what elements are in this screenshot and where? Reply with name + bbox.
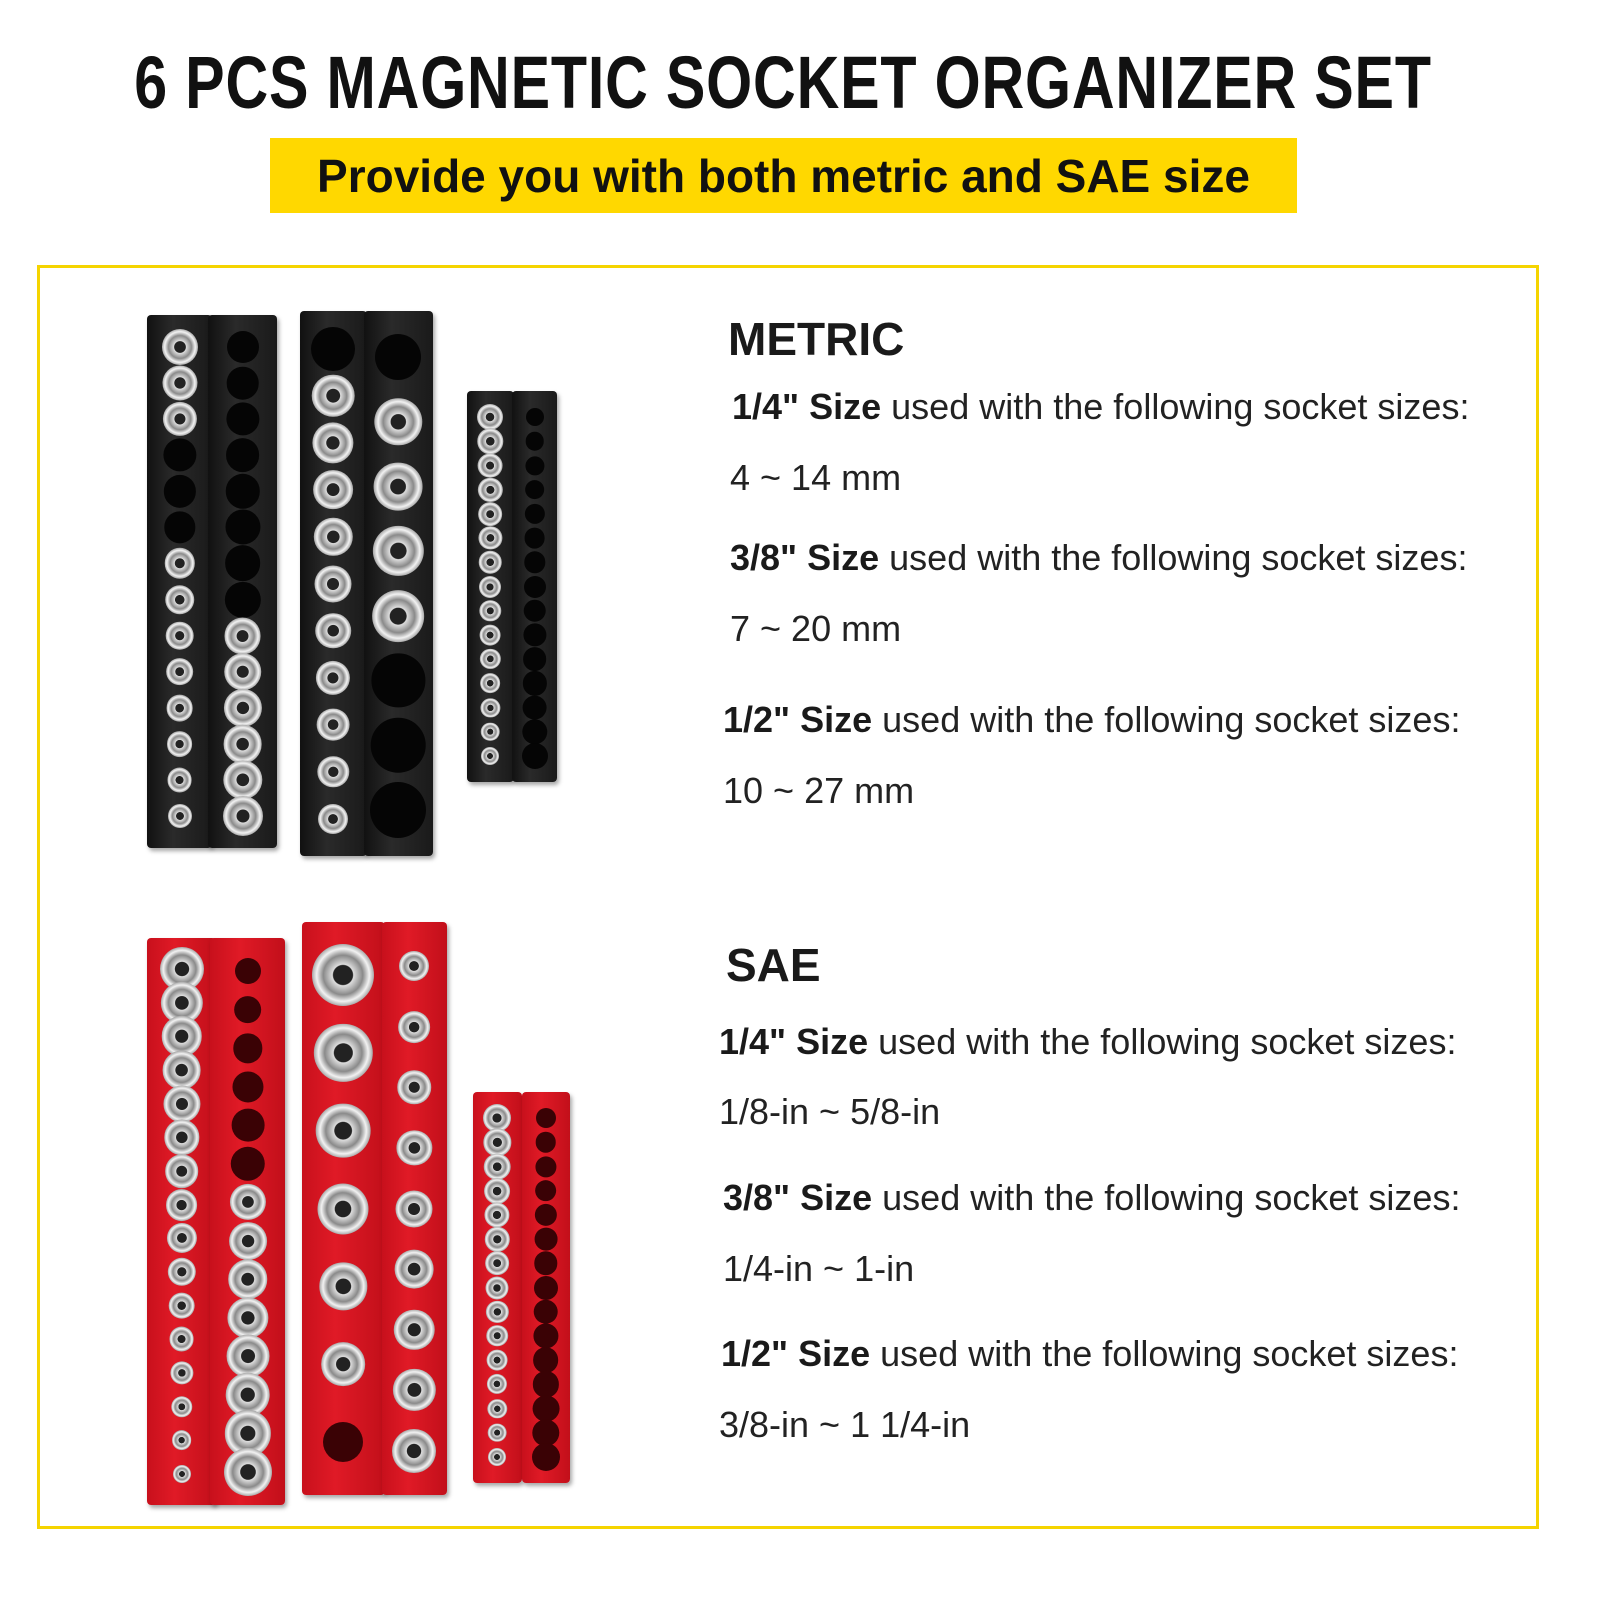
empty-socket-slot (232, 1071, 263, 1102)
sae-3-8-rail (147, 938, 285, 1505)
empty-socket-slot (526, 408, 544, 426)
socket (486, 1325, 508, 1347)
row-desc: used with the following socket sizes: (870, 1333, 1459, 1374)
empty-socket-slot (534, 1228, 557, 1251)
socket (169, 1327, 194, 1352)
socket (226, 1335, 269, 1378)
empty-socket-slot (225, 510, 260, 545)
socket (166, 658, 194, 686)
page-title: 6 PCS MAGNETIC SOCKET ORGANIZER SET (134, 41, 1432, 124)
socket (165, 621, 194, 650)
empty-socket-slot (227, 331, 259, 363)
socket (163, 1085, 200, 1122)
empty-socket-slot (323, 1422, 363, 1462)
empty-socket-slot (375, 334, 421, 380)
socket (479, 502, 503, 526)
empty-socket-slot (523, 599, 546, 622)
socket (484, 1153, 511, 1180)
socket (229, 1222, 267, 1260)
row-desc: used with the following socket sizes: (872, 699, 1461, 740)
socket (223, 724, 262, 763)
empty-socket-slot (536, 1108, 556, 1128)
socket (478, 453, 503, 478)
socket (166, 1189, 198, 1221)
metric-row-2-range: 7 ~ 20 mm (730, 608, 902, 649)
row-desc: used with the following socket sizes: (872, 1177, 1461, 1218)
empty-socket-slot (525, 432, 544, 451)
socket (477, 404, 503, 430)
socket (399, 951, 429, 981)
socket (486, 1276, 509, 1299)
sae-row-1-label (719, 1021, 1456, 1063)
empty-socket-slot (533, 1347, 559, 1373)
empty-socket-slot (231, 1109, 264, 1142)
empty-socket-slot (522, 743, 548, 769)
empty-socket-slot (371, 718, 426, 773)
sae-1-2-rail (302, 922, 447, 1495)
socket (228, 1259, 268, 1299)
metric-heading: METRIC (728, 313, 905, 365)
socket (165, 585, 195, 615)
metric-row-3-label (723, 699, 1460, 741)
socket (230, 1184, 266, 1220)
sae-row-3-label (721, 1333, 1458, 1375)
socket (313, 470, 353, 510)
socket (399, 1011, 431, 1043)
metric-1-2-rail (300, 311, 433, 856)
metric-row-1-label (732, 386, 1469, 428)
socket (484, 1178, 510, 1204)
socket (224, 617, 261, 654)
drive-size: 3/8" Size (730, 537, 880, 578)
drive-size: 3/8" Size (723, 1177, 873, 1218)
socket (396, 1190, 433, 1227)
socket (488, 1448, 506, 1466)
socket (165, 1154, 199, 1188)
socket (223, 796, 263, 836)
socket (223, 689, 261, 727)
socket (488, 1423, 507, 1442)
socket (168, 804, 192, 828)
socket (224, 653, 262, 691)
sae-1-4-rail (473, 1092, 570, 1483)
socket (312, 374, 355, 417)
empty-socket-slot (524, 528, 545, 549)
socket (321, 1342, 365, 1386)
socket (318, 1183, 369, 1234)
subtitle-banner: Provide you with both metric and SAE size (270, 138, 1297, 213)
metric-row-3-range: 10 ~ 27 mm (723, 770, 915, 811)
socket (167, 731, 193, 757)
empty-socket-slot (532, 1443, 560, 1471)
socket (316, 1103, 371, 1158)
socket (481, 747, 499, 765)
metric-1-4-rail (467, 391, 557, 782)
empty-socket-slot (532, 1395, 559, 1422)
drive-size: 1/4" Size (732, 386, 882, 427)
socket (162, 1051, 201, 1090)
empty-socket-slot (524, 576, 546, 598)
row-desc: used with the following socket sizes: (879, 537, 1468, 578)
socket (481, 722, 500, 741)
socket (392, 1429, 436, 1473)
socket (162, 366, 197, 401)
row-desc: used with the following socket sizes: (881, 386, 1470, 427)
socket (312, 944, 374, 1006)
empty-socket-slot (525, 480, 545, 500)
empty-socket-slot (533, 1299, 558, 1324)
sae-row-2-label (723, 1177, 1460, 1219)
socket (162, 329, 198, 365)
empty-socket-slot (234, 996, 262, 1024)
sae-row-2-range: 1/4-in ~ 1-in (723, 1248, 915, 1289)
socket (398, 1071, 432, 1105)
metric-row-1-range: 4 ~ 14 mm (730, 457, 902, 498)
empty-socket-slot (534, 1276, 558, 1300)
socket (374, 462, 423, 511)
empty-socket-slot (235, 958, 261, 984)
sae-row-3-range: 3/8-in ~ 1 1/4-in (719, 1404, 971, 1445)
sae-row-1-range: 1/8-in ~ 5/8-in (719, 1091, 941, 1132)
row-desc: used with the following socket sizes: (868, 1021, 1457, 1062)
socket (394, 1309, 435, 1350)
socket (315, 565, 352, 602)
empty-socket-slot (226, 367, 259, 400)
empty-socket-slot (311, 327, 355, 371)
socket (166, 1223, 196, 1253)
socket (173, 1465, 191, 1483)
socket (168, 1292, 195, 1319)
empty-socket-slot (225, 546, 261, 582)
socket (167, 767, 192, 792)
socket (373, 590, 425, 642)
empty-socket-slot (226, 438, 260, 472)
metric-3-8-rail (147, 315, 277, 848)
socket (317, 708, 350, 741)
socket (315, 613, 351, 649)
socket (479, 551, 502, 574)
socket (172, 1431, 192, 1451)
drive-size: 1/2" Size (723, 699, 873, 740)
socket (166, 694, 193, 721)
socket (479, 576, 501, 598)
socket (481, 673, 501, 693)
socket (485, 1251, 509, 1275)
socket (487, 1350, 508, 1371)
empty-socket-slot (535, 1180, 557, 1202)
metric-row-2-label (730, 537, 1467, 579)
rail-strip (364, 311, 433, 856)
socket (162, 402, 196, 436)
empty-socket-slot (370, 782, 426, 838)
drive-size: 1/4" Size (719, 1021, 869, 1062)
sae-heading: SAE (726, 939, 821, 991)
empty-socket-slot (372, 654, 425, 707)
empty-socket-slot (523, 647, 547, 671)
empty-socket-slot (522, 695, 547, 720)
socket (395, 1250, 434, 1289)
drive-size: 1/2" Size (721, 1333, 871, 1374)
socket (224, 1448, 272, 1496)
socket (318, 804, 348, 834)
empty-socket-slot (535, 1132, 556, 1153)
socket (480, 624, 501, 645)
